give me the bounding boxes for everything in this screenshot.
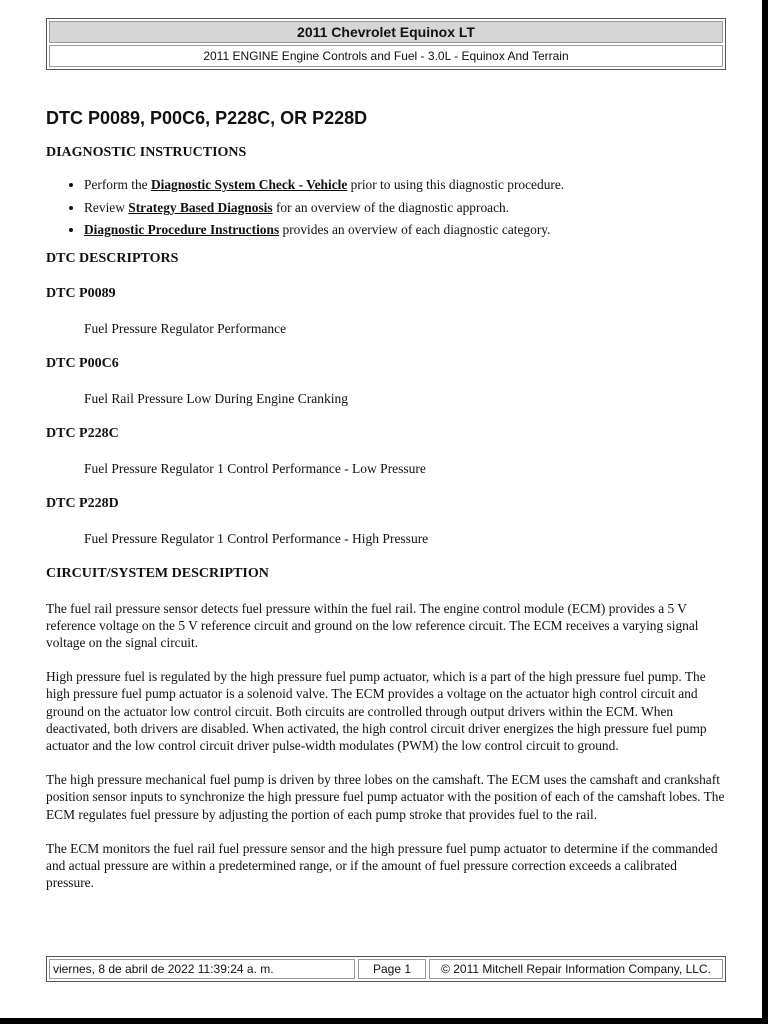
- list-item-text: Review: [84, 199, 129, 215]
- body-paragraph: The ECM monitors the fuel rail fuel pressure sensor and the high pressure fuel pump actuator to determine if the commanded and actual pressure are within a predetermined range, or if the amount of fuel pressure correction exceeds a calibrated pressure.: [46, 840, 718, 891]
- list-item-text: for an overview of the diagnostic approach.: [272, 199, 510, 215]
- dtc-code: DTC P228C: [46, 425, 119, 441]
- dtc-descriptors-heading: DTC DESCRIPTORS: [46, 250, 179, 266]
- list-item-text: Perform the: [84, 177, 151, 192]
- page-footer: [46, 956, 726, 982]
- list-item: [84, 197, 726, 220]
- body-paragraph: The high pressure mechanical fuel pump is driven by three lobes on the camshaft. The ECM uses the camshaft and crankshaft position sensor inputs to synchronize the high pressure fuel pump actuator with the position of each of the camshaft lobes. The ECM regulates fuel pressure by adjusting the portion of each pump stroke that provides fuel to the rail.: [46, 772, 725, 822]
- diagnostic-system-check-link[interactable]: Diagnostic System Check - Vehicle: [150, 177, 348, 192]
- copyright: © 2011 Mitchell Repair Information Company, LLC.: [429, 959, 723, 979]
- vehicle-title: 2011 Chevrolet Equinox LT: [49, 21, 723, 43]
- section-subtitle: 2011 ENGINE Engine Controls and Fuel - 3.0L - Equinox And Terrain: [49, 45, 723, 67]
- strategy-based-diagnosis-link[interactable]: Strategy Based Diagnosis: [128, 199, 273, 215]
- list-item-text: prior to using this diagnostic procedure.: [347, 177, 565, 192]
- document-content: [46, 106, 726, 891]
- list-item-text: provides an overview of each diagnostic category.: [279, 222, 551, 237]
- dtc-description: Fuel Pressure Regulator 1 Control Performance - Low Pressure: [84, 460, 426, 476]
- instructions-list: [46, 174, 726, 242]
- dtc-description: Fuel Pressure Regulator 1 Control Performance - High Pressure: [84, 530, 429, 546]
- circuit-system-description-heading: CIRCUIT/SYSTEM DESCRIPTION: [46, 565, 269, 581]
- page-header: [46, 18, 726, 70]
- body-paragraph: High pressure fuel is regulated by the high pressure fuel pump actuator, which is a part of the high pressure fuel pump. The high pressure fuel pump actuator is a solenoid valve. The ECM provides a voltage on the actuator high control circuit and ground on the actuator low control circuit. Both circuits are controlled through output drivers within the ECM. When deactivated, both drivers are disabled. When activated, the high control circuit driver energizes the high pressure fuel pump actuator and the low control circuit driver pulse-width modulates (PWM) the low control circuit to ground.: [46, 669, 707, 753]
- diagnostic-procedure-instructions-link[interactable]: Diagnostic Procedure Instructions: [84, 222, 280, 237]
- dtc-code: DTC P0089: [46, 285, 116, 301]
- list-item: [84, 174, 726, 197]
- body-paragraph: The fuel rail pressure sensor detects fuel pressure within the fuel rail. The engine control module (ECM) provides a 5 V reference voltage on the 5 V reference circuit and ground on the low reference circuit. The ECM receives a varying signal voltage on the signal circuit.: [46, 600, 699, 650]
- page-title: DTC P0089, P00C6, P228C, OR P228D: [46, 108, 368, 128]
- page-number: Page 1: [358, 959, 426, 979]
- dtc-description: Fuel Rail Pressure Low During Engine Cranking: [84, 390, 348, 406]
- dtc-description: Fuel Pressure Regulator Performance: [84, 320, 287, 336]
- list-item: [84, 219, 726, 242]
- diagnostic-instructions-heading: DIAGNOSTIC INSTRUCTIONS: [46, 145, 247, 160]
- dtc-code: DTC P228D: [46, 495, 119, 511]
- dtc-code: DTC P00C6: [46, 355, 119, 371]
- print-date: viernes, 8 de abril de 2022 11:39:24 a. m.: [49, 959, 355, 979]
